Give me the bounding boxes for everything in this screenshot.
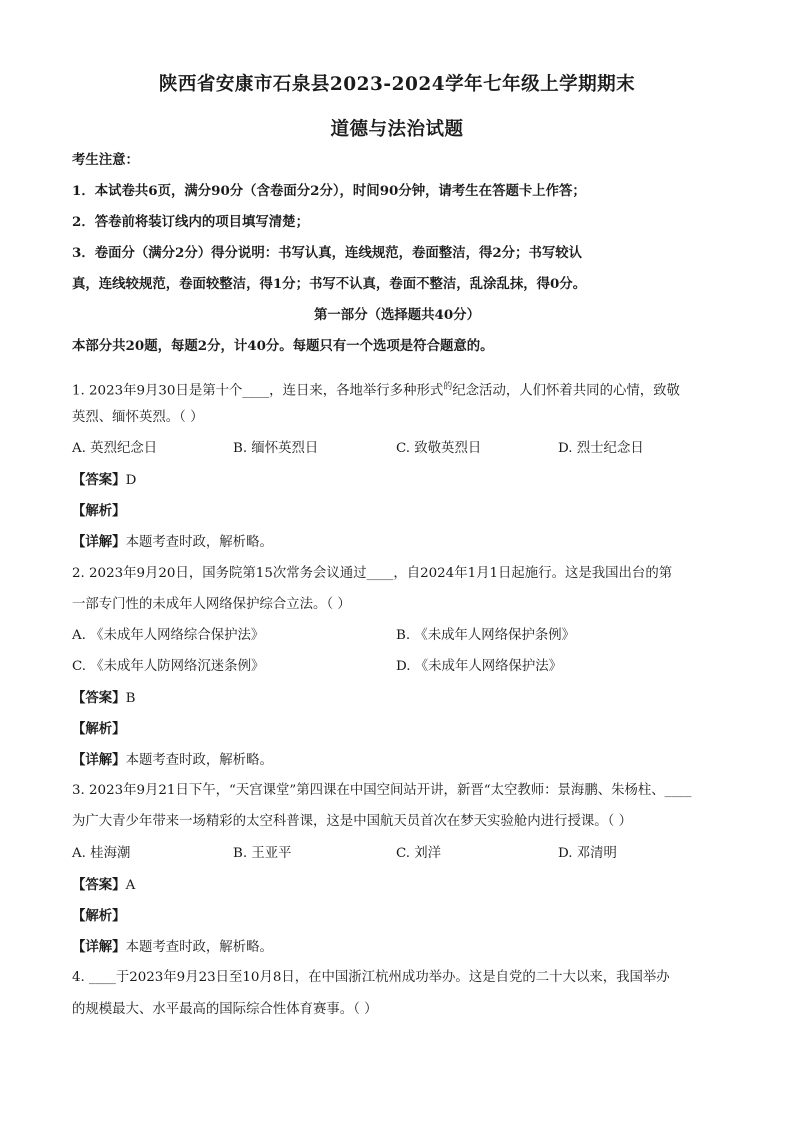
question-3-analysis-label: 【解析】: [72, 908, 126, 924]
notice-item-3-line1: 3．卷面分（满分2分）得分说明：书写认真，连线规范，卷面整洁，得2分；书写较认: [72, 245, 583, 261]
question-2-analysis-label: 【解析】: [72, 721, 126, 737]
question-1-option-d: D. 烈士纪念日: [558, 441, 644, 456]
answer-label: 【答案】: [72, 877, 126, 893]
question-2-option-a: A. 《未成年人网络综合保护法》: [72, 628, 265, 643]
question-2-option-d: D. 《未成年人网络保护法》: [396, 659, 563, 674]
notice-item-3-line2: 真，连线较规范，卷面较整洁，得1分；书写不认真，卷面不整洁，乱涂乱抹，得0分。: [72, 276, 587, 292]
question-1-answer-value: D: [125, 473, 137, 488]
question-2-answer: [72, 688, 722, 709]
question-1-stem-line2: 英烈、缅怀英烈。（ ）: [72, 410, 204, 425]
detail-label: 【详解】: [72, 534, 126, 550]
question-1-stem-line1: [72, 377, 722, 401]
question-1-stem-sup: 的: [443, 382, 453, 392]
exam-title-line1: 陕西省安康市石泉县2023-2024学年七年级上学期期末: [158, 74, 636, 95]
answer-label: 【答案】: [72, 690, 126, 706]
detail-label: 【详解】: [72, 752, 126, 768]
question-2-stem-line2: 一部专门性的未成年人网络保护综合立法。（ ）: [72, 597, 351, 612]
exam-title-line2: 道德与法治试题: [330, 119, 464, 140]
question-1-option-a: A. 英烈纪念日: [72, 441, 158, 456]
question-3-detail: [72, 937, 722, 958]
question-3-option-d: D. 邓清明: [558, 846, 617, 861]
question-2-option-c: C. 《未成年人防网络沉迷条例》: [72, 659, 265, 674]
part1-heading: 第一部分（选择题共40分）: [314, 307, 480, 323]
question-1-stem-tail: 纪念活动，人们怀着共同的心情，致敬: [452, 383, 680, 399]
notice-item-1: 1．本试卷共6页，满分90分（含卷面分2分），时间90分钟，请考生在答题卡上作答；: [72, 183, 586, 199]
question-1-detail: [72, 532, 722, 553]
question-2-option-b: B. 《未成年人网络保护条例》: [396, 628, 576, 643]
question-1-option-c: C. 致敬英烈日: [396, 441, 482, 456]
question-4-stem-line1: 4. ____于2023年9月23日至10月8日，在中国浙江杭州成功举办。这是自党的二十大以来，我国举办: [72, 970, 670, 985]
answer-label: 【答案】: [72, 472, 126, 488]
part1-instruction: 本部分共20题，每题2分，计40分。每题只有一个选项是符合题意的。: [72, 338, 494, 354]
question-3-answer: [72, 875, 722, 896]
question-3-option-c: C. 刘洋: [396, 846, 442, 861]
question-3-option-b: B. 王亚平: [233, 846, 292, 861]
question-1-answer: [72, 470, 722, 491]
question-2-answer-value: B: [125, 691, 136, 706]
question-3-detail-text: 本题考查时政，解析略。: [125, 940, 273, 955]
question-4-stem-line2: 的规模最大、水平最高的国际综合性体育赛事。（ ）: [72, 1002, 378, 1017]
question-3-answer-value: A: [125, 878, 136, 893]
question-2-detail: [72, 750, 722, 771]
question-3-option-a: A. 桂海潮: [72, 846, 131, 861]
question-1-stem-head: 1. 2023年9月30日是第十个____，连日来，各地举行多种形式: [72, 383, 444, 399]
notice-heading: 考生注意：: [72, 152, 139, 168]
question-1-option-b: B. 缅怀英烈日: [233, 441, 319, 456]
question-1-detail-text: 本题考查时政，解析略。: [125, 535, 273, 550]
question-3-stem-line2: 为广大青少年带来一场精彩的太空科普课，这是中国航天员首次在梦天实验舱内进行授课。（ ）: [72, 814, 632, 829]
question-3-stem-line1: 3. 2023年9月21日下午，“天宫课堂”第四课在中国空间站开讲，新晋“太空教师：景海鹏、朱杨柱、____: [72, 783, 692, 798]
detail-label: 【详解】: [72, 939, 126, 955]
question-1-analysis-label: 【解析】: [72, 503, 126, 519]
question-2-detail-text: 本题考查时政，解析略。: [125, 753, 273, 768]
notice-item-2: 2．答卷前将装订线内的项目填写清楚；: [72, 214, 309, 230]
question-2-stem-line1: 2. 2023年9月20日，国务院第15次常务会议通过____，自2024年1月1日起施行。这是我国出台的第: [72, 566, 673, 581]
